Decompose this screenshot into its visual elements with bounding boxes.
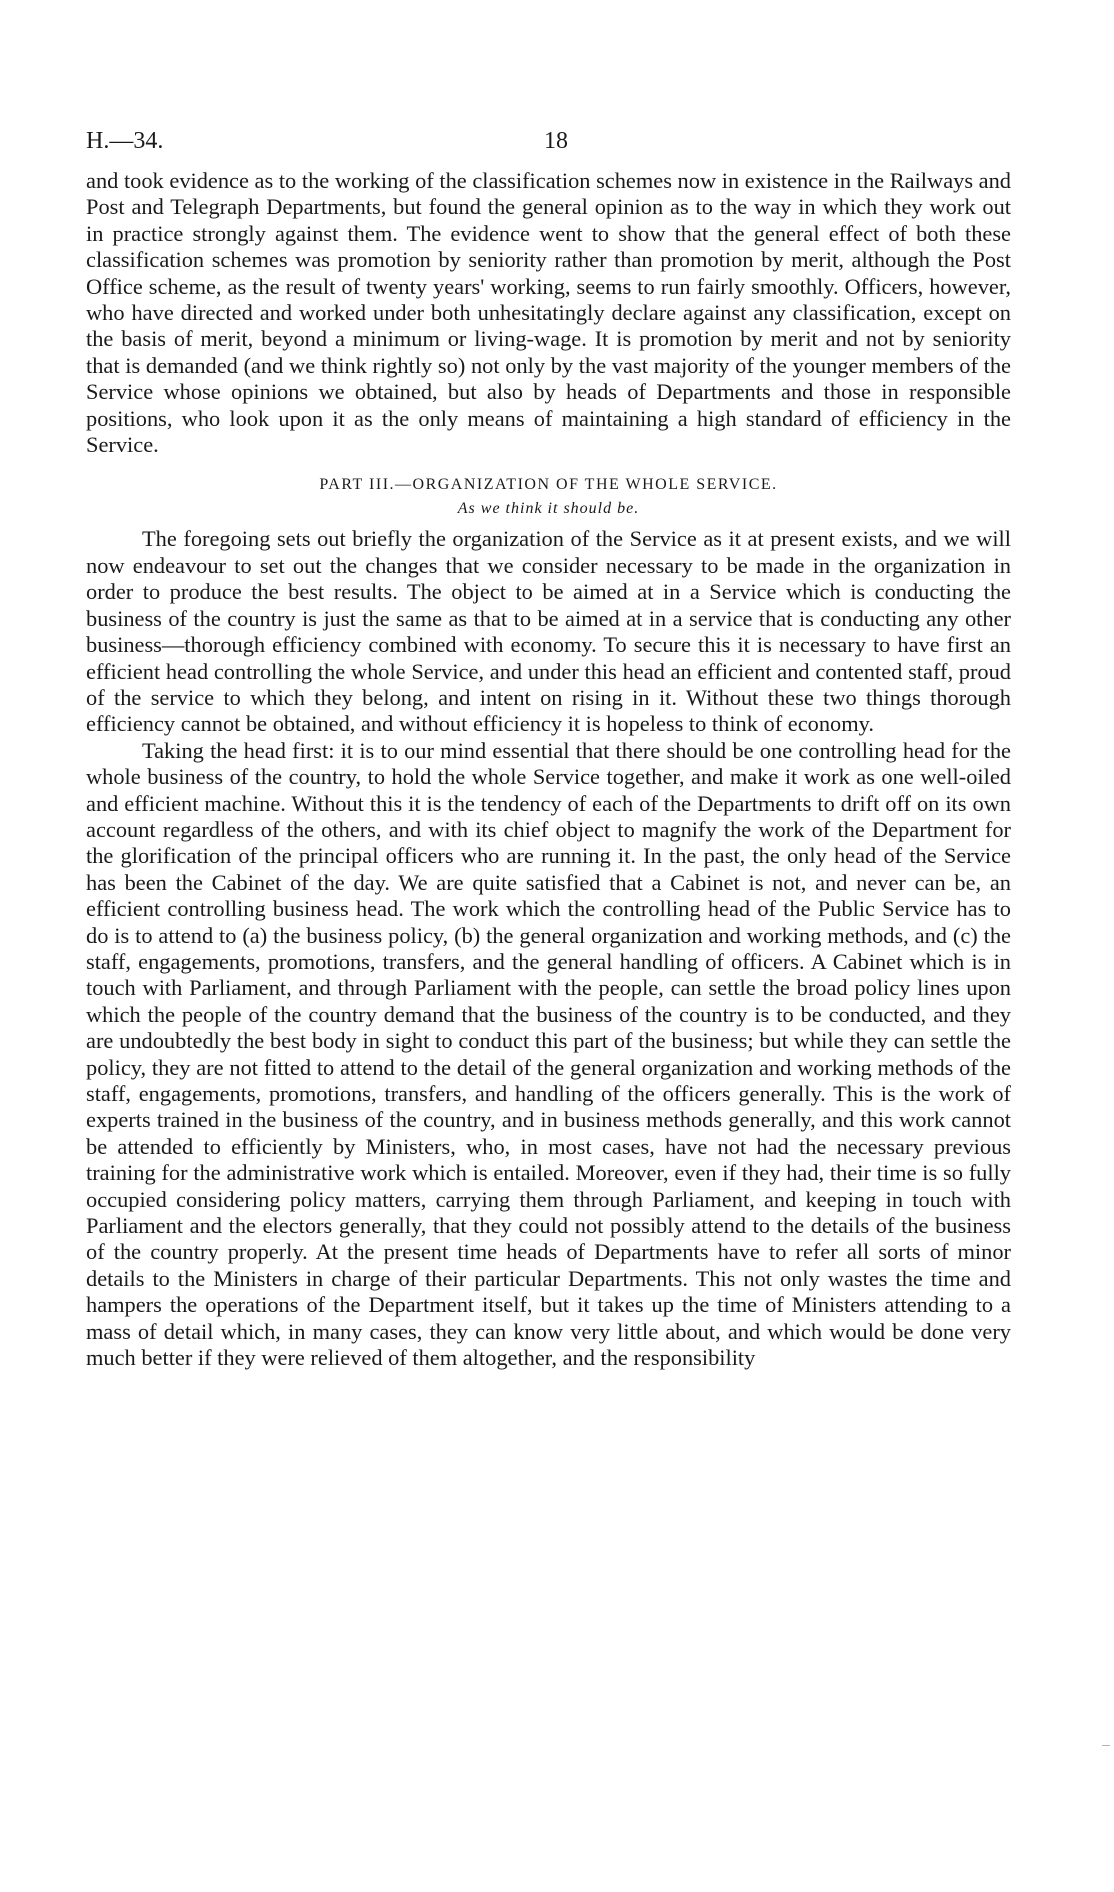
document-reference: H.—34. bbox=[86, 128, 164, 154]
section-subheading: As we think it should be. bbox=[457, 500, 640, 518]
page-number: 18 bbox=[544, 128, 568, 154]
paragraph-organization: The foregoing sets out briefly the organization of the Service as it at present exists, and we will now endeavour to set out the changes that we consider necessary to be made in the organization in order to produce the best results. The object to be aimed at in a Service which is conducting the business of the country is just the same as that to be aimed at in a service that is conducting any other business—thorough efficiency combined with economy. To secure this it is necessary to have first an efficient head controlling the whole Service, and under this head an efficient and contented staff, proud of the service to which they belong, and intent on rising in it. Without these two things thorough efficiency cannot be obtained, and without efficiency it is hopeless to think of economy. bbox=[86, 526, 1011, 737]
paragraph-continuation: and took evidence as to the working of the classification schemes now in existence in the Railways and Post and Telegraph Departments, but found the general opinion as to the way in which they work out in practice strongly against them. The evidence went to show that the general effect of both these classification schemes was promotion by seniority rather than promotion by merit, although the Post Office scheme, as the result of twenty years' working, seems to run fairly smoothly. Officers, however, who have directed and worked under both unhesitatingly declare against any classification, except on the basis of merit, beyond a minimum or living-wage. It is promotion by merit and not by seniority that is demanded (and we think rightly so) not only by the vast majority of the younger members of the Service whose opinions we obtained, but also by heads of Departments and those in responsible positions, who look upon it as the only means of maintaining a high standard of efficiency in the Service. bbox=[86, 168, 1011, 458]
margin-mark bbox=[1102, 1745, 1110, 1746]
section-heading: PART III.—ORGANIZATION OF THE WHOLE SERVICE. bbox=[319, 476, 778, 494]
paragraph-controlling-head: Taking the head first: it is to our mind essential that there should be one controlling head for the whole business of the country, to hold the whole Service together, and make it work as one well-oiled and efficient machine. Without this it is the tendency of each of the Departments to drift off on its own account regardless of the others, and with its chief object to magnify the work of the Department for the glorification of the principal officers who are running it. In the past, the only head of the Service has been the Cabinet of the day. We are quite satisfied that a Cabinet is not, and never can be, an efficient controlling business head. The work which the controlling head of the Public Service has to do is to attend to (a) the business policy, (b) the general organization and working methods, and (c) the staff, engagements, promotions, transfers, and the general handling of officers. A Cabinet which is in touch with Parliament, and through Parliament with the people, can settle the broad policy lines upon which the people of the country demand that the business of the country is to be conducted, and they are undoubtedly the best body in sight to conduct this part of the business; but while they can settle the policy, they are not fitted to attend to the detail of the general organization and working methods of the staff, engagements, promotions, transfers, and handling of the officers generally. This is the work of experts trained in the business of the country, and in business methods generally, and this work cannot be attended to efficiently by Ministers, who, in most cases, have not had the necessary previous training for the administrative work which is entailed. Moreover, even if they had, their time is so fully occupied considering policy matters, carrying them through Parliament, and keeping in touch with Parliament and the electors generally, that they could not possibly attend to the details of the business of the country properly. At the present time heads of Departments have to refer all sorts of minor details to the Ministers in charge of their particular Departments. This not only wastes the time and hampers the operations of the Department itself, but it takes up the time of Ministers attending to a mass of detail which, in many cases, they can know very little about, and which would be done very much better if they were relieved of them altogether, and the responsibility bbox=[86, 737, 1011, 1371]
page-header bbox=[86, 128, 1011, 168]
document-page bbox=[86, 128, 1011, 1371]
